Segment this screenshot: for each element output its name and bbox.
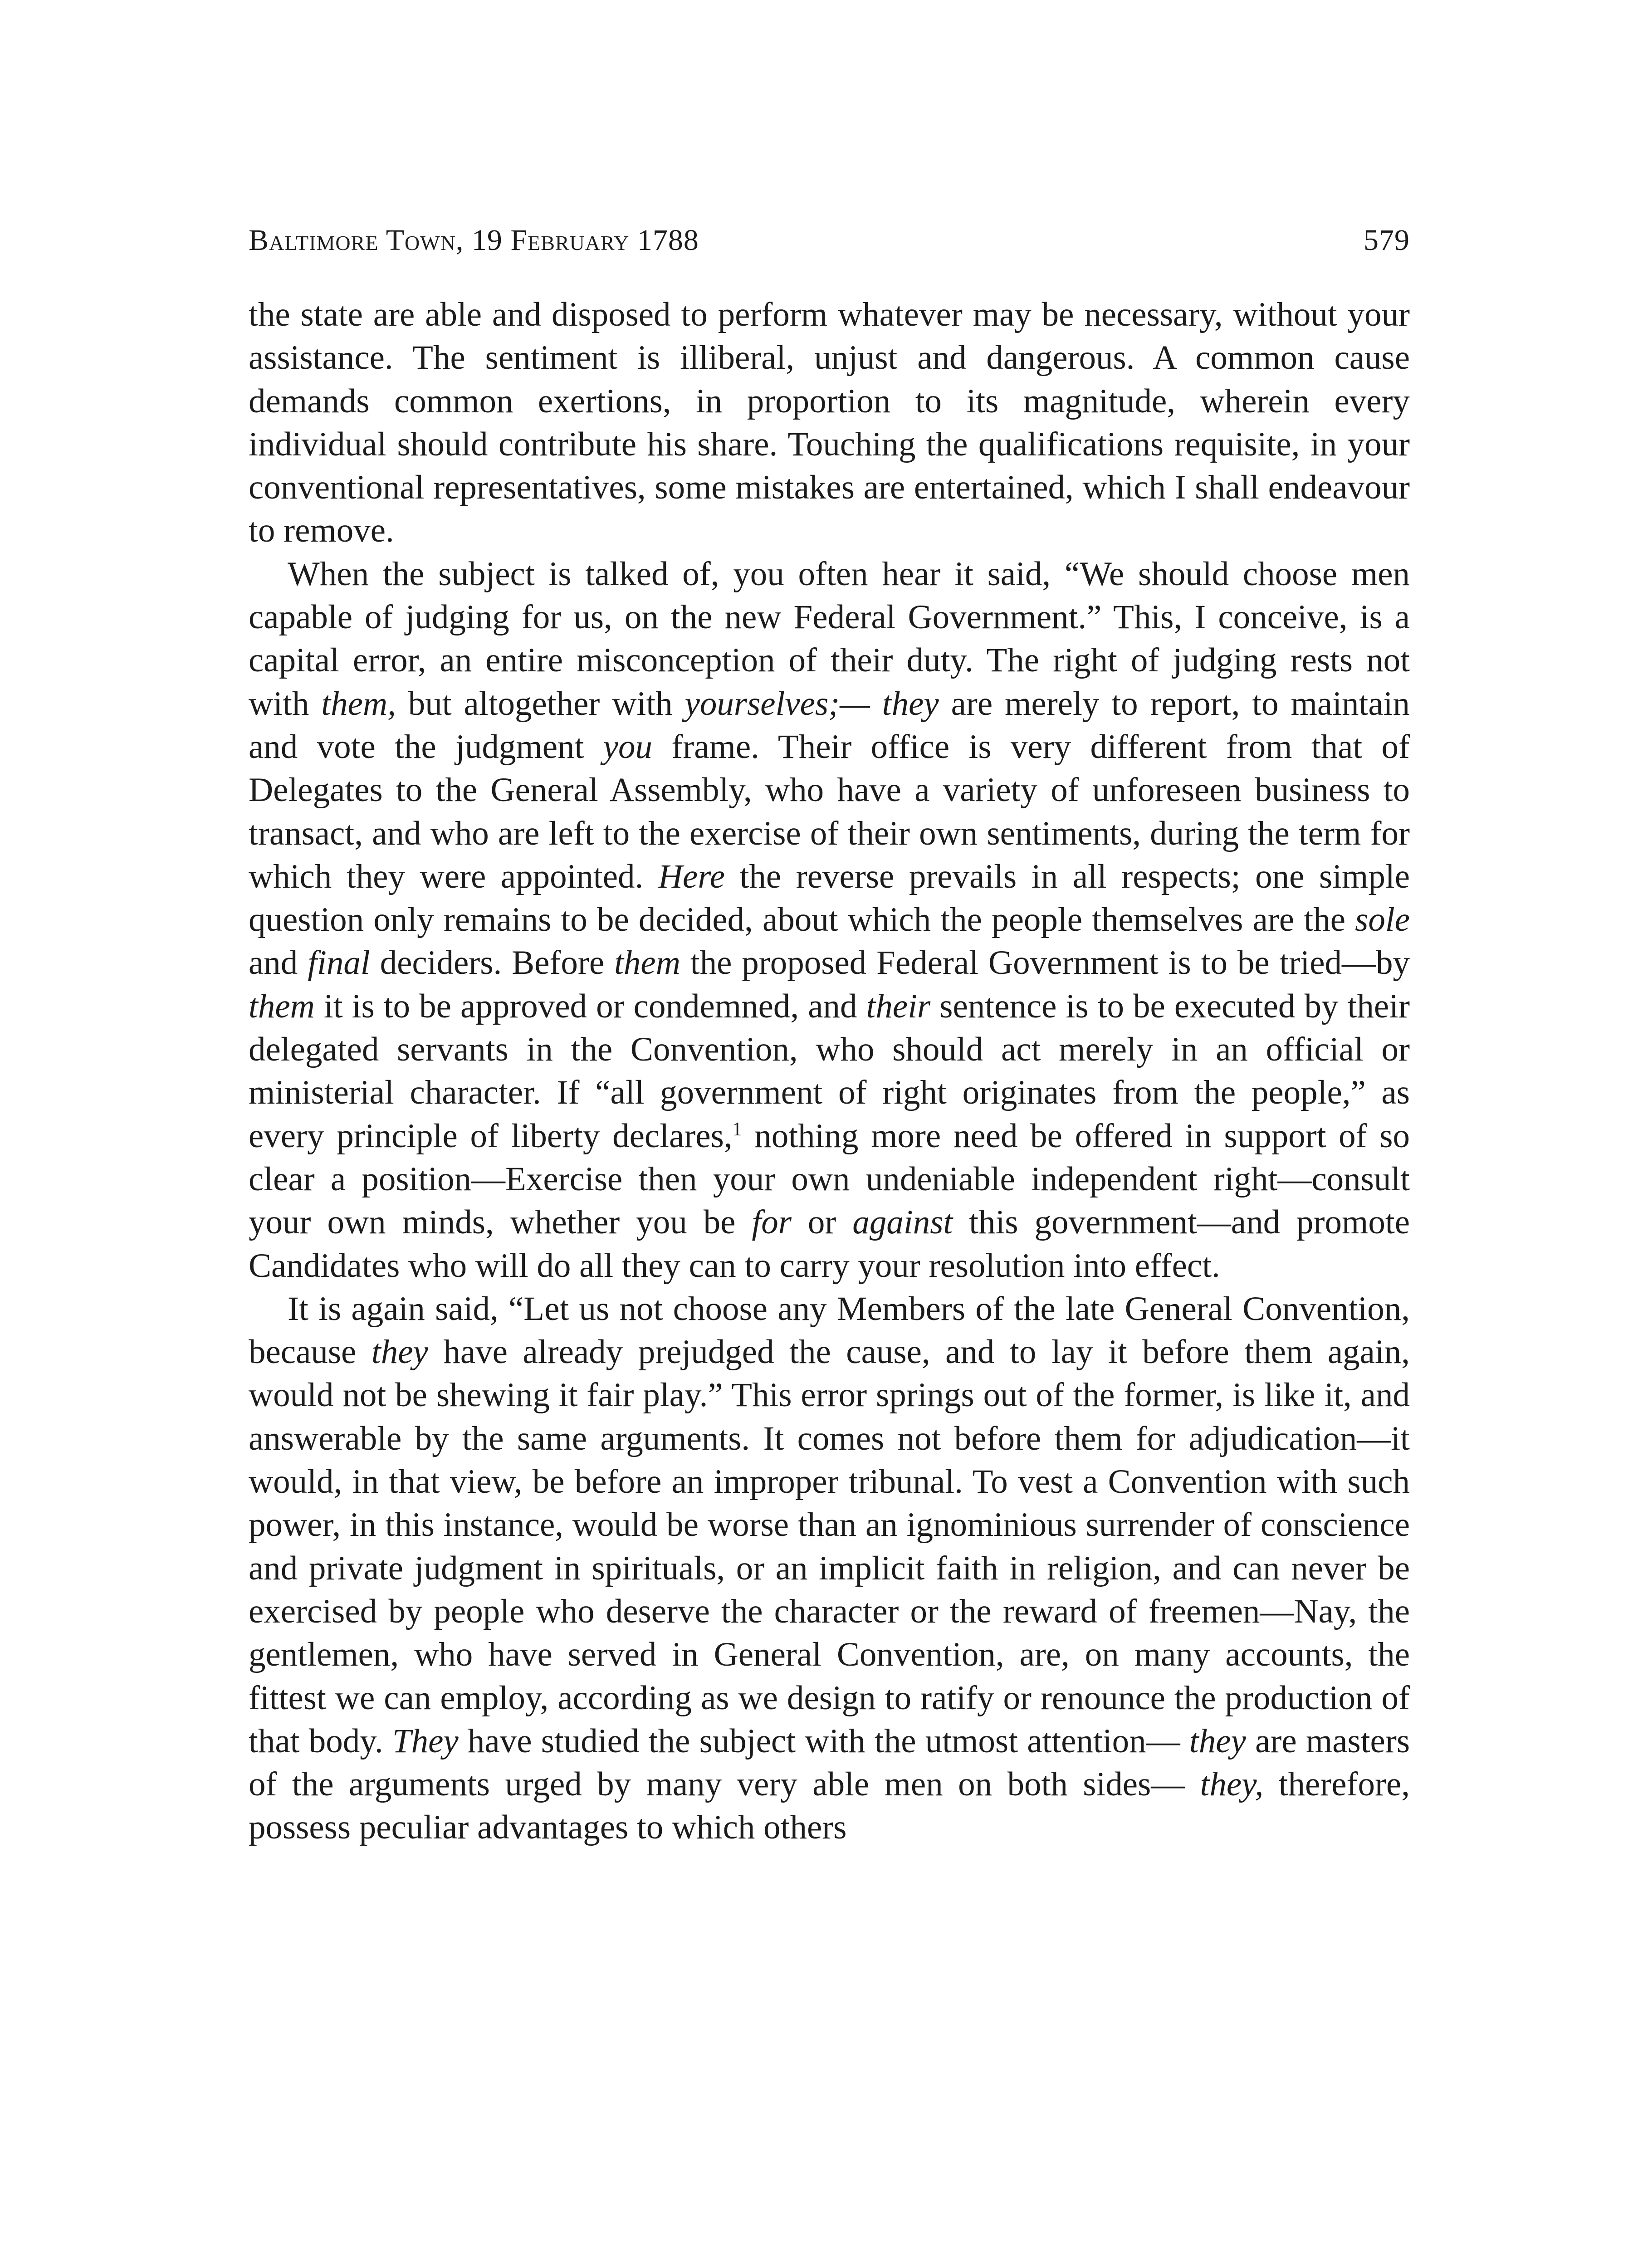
italic-text: they [1189, 1722, 1246, 1760]
text-run: nothing more need be offered in support of so clear a position—Exercise then your own undeniable independent right—consult your own minds, whether you be [249, 1117, 1410, 1242]
paragraph [249, 293, 1410, 552]
text-run: the reverse prevails in all respects; one simple question only remains to be decided, about which the people themselves are the [249, 857, 1410, 939]
running-head [249, 213, 1410, 268]
footnote-marker: 1 [732, 1119, 742, 1140]
italic-text: for [752, 1203, 792, 1242]
text-run: It is again said, “Let us not choose any Members of the late General Convention, because [249, 1290, 1410, 1371]
page-number: 579 [1364, 224, 1410, 257]
italic-text: They [392, 1722, 459, 1760]
running-head-title: Baltimore Town, 19 February 1788 [249, 224, 699, 257]
italic-text: them [249, 987, 315, 1025]
text-run: or [791, 1203, 853, 1242]
italic-text: them, [321, 684, 396, 723]
italic-text: they [371, 1333, 428, 1371]
italic-text: you [603, 728, 652, 766]
text-run: but altogether with [396, 684, 685, 723]
paragraph [249, 552, 1410, 1287]
paragraph [249, 1287, 1410, 1849]
text-run: frame. Their office is very different from that of Delegates to the General Assembly, who have a variety of unforeseen business to transact, and who are left to the exercise of their own sentiments, during the term for which they were appointed. [249, 728, 1410, 895]
italic-text: they, [1200, 1765, 1264, 1804]
text-run: sentence is to be executed by their delegated servants in the Convention, who should act merely in an official or ministerial character. If “all government of right originates from the people,” as every principle of liberty declares, [249, 987, 1410, 1155]
text-run: and [249, 944, 308, 982]
text-run: have studied the subject with the utmost attention— [458, 1722, 1189, 1760]
text-run: therefore, possess peculiar advantages to which others [249, 1765, 1410, 1847]
text-run: are merely to report, to maintain and vote the judgment [249, 684, 1410, 766]
italic-text: final [308, 944, 370, 982]
italic-text: them [614, 944, 680, 982]
text-run: the state are able and disposed to perform whatever may be necessary, without your assistance. The sentiment is illiberal, unjust and dangerous. A common cause demands common exertions, in proportion to its magnitude, wherein every individual should contribute his share. Touching the qualifications requisite, in your conventional representatives, some mistakes are entertained, which I shall endeavour to remove. [249, 296, 1410, 550]
text-run: deciders. Before [370, 944, 615, 982]
italic-text: Here [658, 857, 725, 895]
text-run: have already prejudged the cause, and to lay it before them again, would not be shewing it fair play.” This error springs out of the former, is like it, and answerable by the same arguments. It comes not before them for adjudication—it would, in that view, be before an improper tribunal. To vest a Convention with such power, in this instance, would be worse than an ignominious surrender of conscience and private judgment in spirituals, or an implicit faith in religion, and can never be exercised by people who deserve the character or the reward of freemen—Nay, the gentlemen, who have served in General Convention, are, on many accounts, the fittest we can employ, according as we design to ratify or renounce the production of that body. [249, 1333, 1410, 1760]
italic-text: their [866, 987, 931, 1025]
italic-text: sole [1355, 901, 1410, 939]
document-page [249, 213, 1410, 1849]
italic-text: against [852, 1203, 953, 1242]
body-text [249, 293, 1410, 1849]
text-run: the proposed Federal Government is to be tried—by [680, 944, 1410, 982]
italic-text: yourselves;— they [684, 684, 939, 723]
text-run: it is to be approved or condemned, and [314, 987, 866, 1025]
text-run: this government—and promote Candidates who will do all they can to carry your resolution into effect. [249, 1203, 1410, 1285]
text-run: are masters of the arguments urged by many very able men on both sides— [249, 1722, 1410, 1804]
text-run: When the subject is talked of, you often hear it said, “We should choose men capable of judging for us, on the new Federal Government.” This, I conceive, is a capital error, an entire misconception of their duty. The right of judging rests not with [249, 555, 1410, 723]
